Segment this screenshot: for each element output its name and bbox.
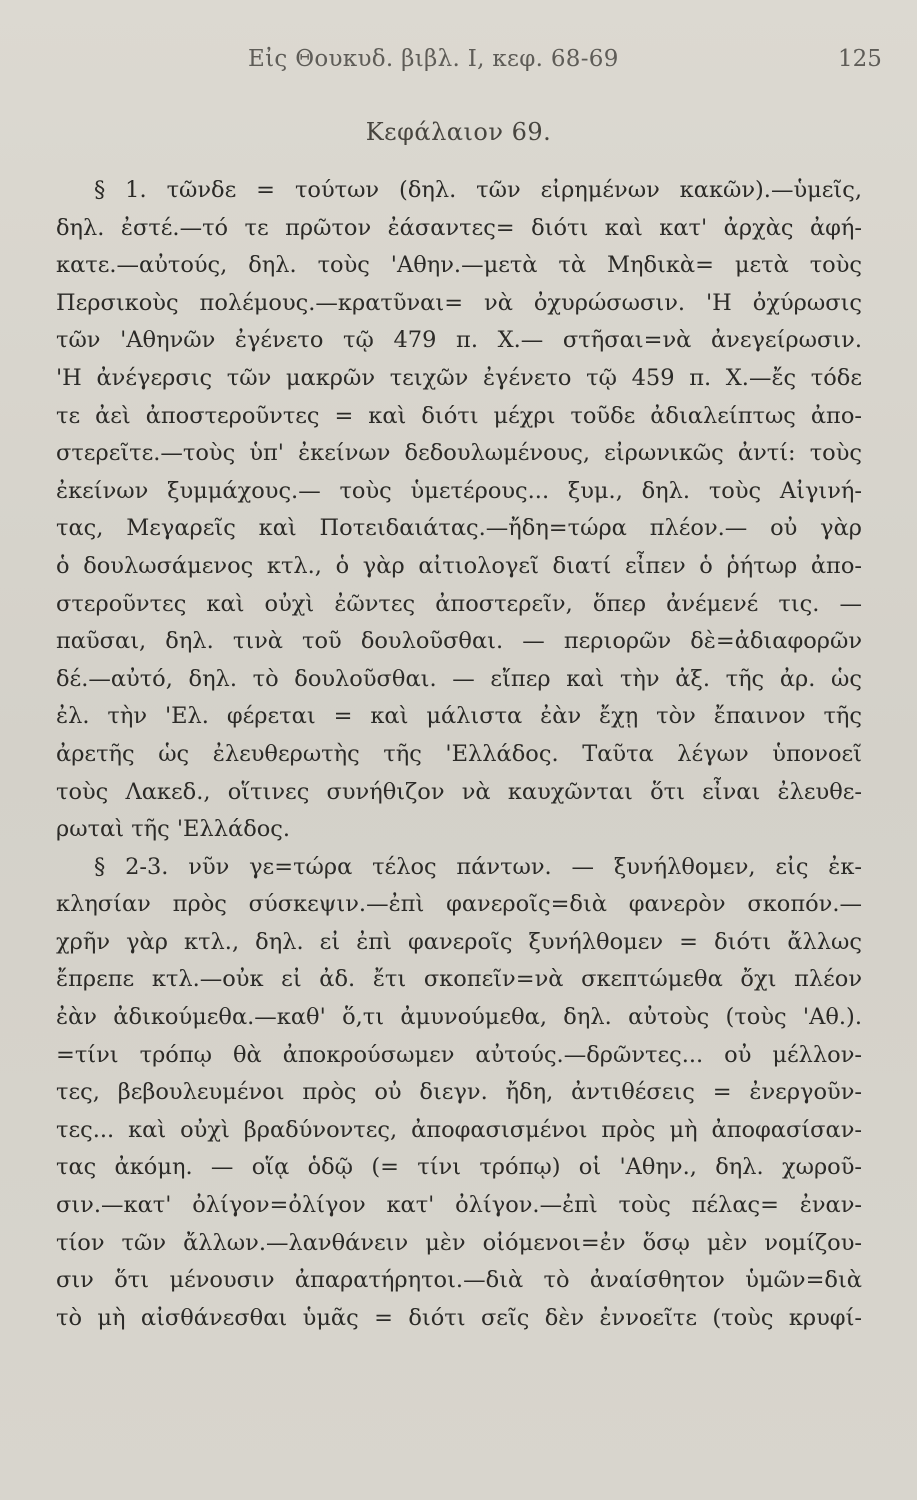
text-line: τας, Μεγαρεῖς καὶ Ποτειδαιάτας.—ἤδη=τώρα πλέον.— οὐ γὰρ [56,515,862,542]
text-line: κλησίαν πρὸς σύσκεψιν.—ἐπὶ φανεροῖς=διὰ φανερὸν σκοπόν.— [56,891,862,918]
text-line: § 1. τῶνδε = τούτων (δηλ. τῶν εἰρημένων κακῶν).—ὑμεῖς, [94,177,862,203]
text-line: δηλ. ἐστέ.—τό τε πρῶτον ἐάσαντες= διότι καὶ κατ' ἀρχὰς ἀφή- [56,214,862,241]
text-line: ἐλ. τὴν 'Ελ. φέρεται = καὶ μάλιστα ἐὰν ἔχῃ τὸν ἔπαινον τῆς [56,703,862,730]
chapter-title: Κεφάλαιον 69. [365,118,552,146]
page-header [0,42,917,82]
text-line: παῦσαι, δηλ. τινὰ τοῦ δουλοῦσθαι. — περιορῶν δὲ=ἀδιαφορῶν [56,628,862,655]
text-line: τῶν 'Αθηνῶν ἐγένετο τῷ 479 π. Χ.— στῆσαι=νὰ ἀνεγείρωσιν. [56,327,862,354]
page-number: 125 [838,46,882,72]
text-line: =τίνι τρόπῳ θὰ ἀποκρούσωμεν αὐτούς.—δρῶντες... οὐ μέλλον- [56,1041,862,1068]
text-line: τες, βεβουλευμένοι πρὸς οὐ διεγν. ἤδη, ἀντιθέσεις = ἐνεργοῦν- [56,1079,862,1106]
text-line: τε ἀεὶ ἀποστεροῦντες = καὶ διότι μέχρι τοῦδε ἀδιαλείπτως ἀπο- [56,402,862,429]
running-title: Εἰς Θουκυδ. βιβλ. Ι, κεφ. 68-69 [248,46,619,72]
text-line: ἔπρεπε κτλ.—οὐκ εἰ ἀδ. ἔτι σκοπεῖν=νὰ σκεπτώμεθα ὄχι πλέον [56,966,862,993]
text-line: τὸ μὴ αἰσθάνεσθαι ὑμᾶς = διότι σεῖς δὲν ἐννοεῖτε (τοὺς κρυφί- [56,1304,862,1331]
text-line: δέ.—αὐτό, δηλ. τὸ δουλοῦσθαι. — εἴπερ καὶ τὴν ἀξ. τῆς ἀρ. ὡς [56,665,862,692]
text-line: ὁ δουλωσάμενος κτλ., ὁ γὰρ αἰτιολογεῖ διατί εἶπεν ὁ ῥήτωρ ἀπο- [56,552,862,579]
text-line: τες... καὶ οὐχὶ βραδύνοντες, ἀποφασισμένοι πρὸς μὴ ἀποφασίσαν- [56,1116,862,1143]
text-line: τοὺς Λακεδ., οἵτινες συνήθιζον νὰ καυχῶνται ὅτι εἶναι ἐλευθε- [56,778,862,805]
text-line: § 2-3. νῦν γε=τώρα τέλος πάντων. — ξυνήλθομεν, εἰς ἐκ- [94,853,862,880]
text-line: σιν ὅτι μένουσιν ἀπαρατήρητοι.—διὰ τὸ ἀναίσθητον ὑμῶν=διὰ [56,1267,862,1294]
text-line: 'Η ἀνέγερσις τῶν μακρῶν τειχῶν ἐγένετο τῷ 459 π. Χ.—ἔς τόδε [56,364,862,391]
text-line: ἐὰν ἀδικούμεθα.—καθ' ὅ,τι ἀμυνούμεθα, δηλ. αὐτοὺς (τοὺς 'Αθ.). [56,1004,862,1031]
text-line: ἐκείνων ξυμμάχους.— τοὺς ὑμετέρους... ξυμ., δηλ. τοὺς Αἰγινή- [56,477,862,504]
text-line: χρῆν γὰρ κτλ., δηλ. εἰ ἐπὶ φανεροῖς ξυνήλθομεν = διότι ἄλλως [56,928,862,955]
text-line: τίον τῶν ἄλλων.—λανθάνειν μὲν οἰόμενοι=ἐν ὅσῳ μὲν νομίζου- [56,1229,862,1256]
text-line: ρωταὶ τῆς 'Ελλάδος. [56,816,291,843]
text-line: κατε.—αὐτούς, δηλ. τοὺς 'Αθην.—μετὰ τὰ Μηδικὰ= μετὰ τοὺς [56,252,862,279]
text-line: Περσικοὺς πολέμους.—κρατῦναι= νὰ ὀχυρώσωσιν. 'Η ὀχύρωσις [56,289,862,316]
text-line: ἀρετῆς ὡς ἐλευθερωτὴς τῆς 'Ελλάδος. Ταῦτα λέγων ὑπονοεῖ [56,740,862,767]
text-line: τας ἀκόμη. — οἵᾳ ὁδῷ (= τίνι τρόπῳ) οἱ 'Αθην., δηλ. χωροῦ- [56,1154,862,1181]
commentary-text [56,172,862,1337]
text-line: στερεῖτε.—τοὺς ὑπ' ἐκείνων δεδουλωμένους, εἰρωνικῶς ἀντί: τοὺς [56,440,862,467]
text-line: σιν.—κατ' ὀλίγον=ὀλίγον κατ' ὀλίγον.—ἐπὶ τοὺς πέλας= ἐναν- [56,1192,862,1219]
text-line: στεροῦντες καὶ οὐχὶ ἐῶντες ἀποστερεῖν, ὅπερ ἀνέμενέ τις. — [56,590,862,617]
